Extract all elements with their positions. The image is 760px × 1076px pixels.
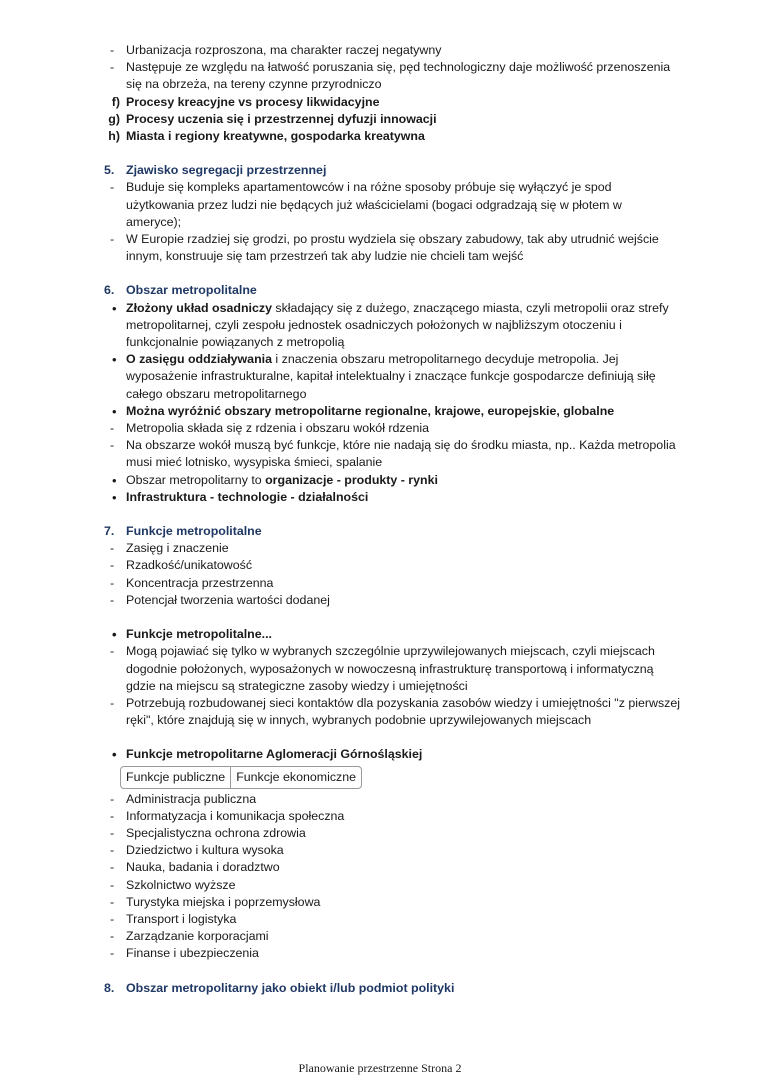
item-bold-text: Można wyróżnić obszary metropolitarne regionalne, krajowe, europejskie, globalne: [126, 403, 615, 418]
item-text: i znaczenia obszaru metropolitarnego decyduje metropolia. Jej wyposażenie infrastrukturalne, kapitał intelektualny i znaczące funkcje gospodarcze definiują siłę całego obszaru metropolitarnego: [126, 352, 656, 401]
section-heading-7: [0, 523, 760, 540]
subheading-text: Funkcje metropolitarne Aglomeracji Górnośląskiej: [126, 747, 423, 762]
bullet-marker: •: [112, 747, 117, 763]
dash-marker: -: [110, 894, 115, 909]
item-text: Procesy kreacyjne vs procesy likwidacyjne: [126, 94, 380, 109]
section-number: 6.: [104, 283, 115, 298]
list-item: [0, 695, 760, 729]
list-item: [0, 945, 760, 962]
item-text: Miasta i regiony kreatywne, gospodarka kreatywna: [126, 129, 425, 144]
dash-marker: -: [110, 877, 115, 892]
list-item: [0, 300, 760, 352]
dash-marker: -: [110, 644, 115, 659]
bullet-marker: •: [112, 352, 117, 368]
list-item: [0, 437, 760, 471]
section-heading-6: [0, 282, 760, 299]
letter-marker: g): [108, 111, 120, 126]
item-bold-text: Złożony układ osadniczy: [126, 300, 272, 315]
bullet-marker: •: [112, 489, 117, 505]
item-text: Administracja publiczna: [126, 791, 257, 806]
list-item: [0, 540, 760, 557]
list-item: [0, 59, 760, 93]
dash-marker: -: [110, 843, 115, 858]
list-item: [0, 911, 760, 928]
section-number: 8.: [104, 980, 115, 995]
dash-marker: -: [110, 929, 115, 944]
item-text: Rzadkość/unikatowość: [126, 558, 253, 573]
dash-marker: -: [110, 911, 115, 926]
function-tabs: [120, 766, 362, 789]
dash-marker: -: [110, 575, 115, 590]
item-text: Następuje ze względu na łatwość poruszania się, pęd technologiczny daje możliwość przenoszenia się na obrzeża, na tereny czynne przyrodniczo: [126, 60, 671, 92]
dash-marker: -: [110, 438, 115, 453]
item-bold-text: organizacje - produkty - rynki: [265, 472, 438, 487]
dash-marker: -: [110, 180, 115, 195]
dash-marker: -: [110, 695, 115, 710]
list-item: [0, 42, 760, 59]
subheading-text: Funkcje metropolitalne...: [126, 627, 272, 642]
bullet-marker: •: [112, 472, 117, 488]
section-number: 7.: [104, 524, 115, 539]
item-text: Transport i logistyka: [126, 911, 237, 926]
section-heading-8: [0, 980, 760, 997]
section-number: 5.: [104, 163, 115, 178]
list-item: [0, 877, 760, 894]
item-text: Turystyka miejska i poprzemysłowa: [126, 894, 321, 909]
list-item: [0, 557, 760, 574]
dash-marker: -: [110, 825, 115, 840]
item-text: Specjalistyczna ochrona zdrowia: [126, 825, 306, 840]
list-item: [0, 791, 760, 808]
page-footer: Planowanie przestrzenne Strona 2: [298, 1061, 462, 1075]
item-text: Zarządzanie korporacjami: [126, 929, 269, 944]
list-item: [0, 808, 760, 825]
item-bold-text: O zasięgu oddziaływania: [126, 352, 272, 367]
letter-marker: f): [111, 94, 120, 109]
section-title: Obszar metropolitalne: [126, 283, 257, 298]
item-text: Potencjał tworzenia wartości dodanej: [126, 592, 330, 607]
list-item: [0, 643, 760, 695]
dash-marker: -: [110, 541, 115, 556]
list-item: [0, 592, 760, 609]
item-text: Na obszarze wokół muszą być funkcje, które nie nadają się do środku miasta, np.. Każda metropolia musi mieć lotnisko, wysypiska śmieci, spalanie: [126, 438, 676, 470]
item-text: Urbanizacja rozproszona, ma charakter raczej negatywny: [126, 43, 442, 57]
lettered-item: [0, 111, 760, 128]
subheading: [0, 626, 760, 643]
dash-marker: -: [110, 946, 115, 961]
list-item: [0, 231, 760, 265]
section-title: Funkcje metropolitalne: [126, 524, 262, 539]
list-item: [0, 842, 760, 859]
item-text: Dziedzictwo i kultura wysoka: [126, 843, 284, 858]
document-page: [0, 42, 760, 997]
item-text: Metropolia składa się z rdzenia i obszaru wokół rdzenia: [126, 421, 430, 436]
bullet-marker: •: [112, 627, 117, 643]
dash-marker: -: [110, 592, 115, 607]
dash-marker: -: [110, 808, 115, 823]
list-item: [0, 859, 760, 876]
dash-marker: -: [110, 421, 115, 436]
dash-marker: -: [110, 43, 115, 57]
item-text: Informatyzacja i komunikacja społeczna: [126, 808, 345, 823]
dash-marker: -: [110, 558, 115, 573]
list-item: [0, 403, 760, 420]
section-title: Obszar metropolitarny jako obiekt i/lub podmiot polityki: [126, 980, 455, 995]
tab-economic-functions[interactable]: Funkcje ekonomiczne: [230, 767, 361, 788]
item-text: Zasięg i znaczenie: [126, 541, 229, 556]
dash-marker: -: [110, 232, 115, 247]
item-text: składający się z dużego, znaczącego miasta, czyli metropolii oraz strefy metropolitarnej, czyli zespołu jednostek osadniczych położonych w najbliższym otoczeniu i funkcjonalnie powiązanych z metropolią: [126, 300, 669, 350]
section-heading-5: [0, 162, 760, 179]
list-item: [0, 472, 760, 489]
dash-marker: -: [110, 60, 115, 75]
tab-public-functions[interactable]: Funkcje publiczne: [126, 769, 226, 784]
section-title: Zjawisko segregacji przestrzennej: [126, 163, 327, 178]
bullet-marker: •: [112, 300, 117, 316]
item-text: Procesy uczenia się i przestrzennej dyfuzji innowacji: [126, 111, 437, 126]
lettered-item: [0, 94, 760, 111]
bullet-marker: •: [112, 403, 117, 419]
list-item: [0, 489, 760, 506]
item-text: Potrzebują rozbudowanej sieci kontaktów dla pozyskania zasobów wiedzy i umiejętności "z pierwszej ręki", które znajdują się w innych, wybranych podobnie uprzywilejowanych miejscach: [126, 695, 680, 728]
list-item: [0, 575, 760, 592]
list-item: [0, 179, 760, 231]
list-item: [0, 351, 760, 403]
item-bold-text: Infrastruktura - technologie - działalności: [126, 489, 369, 504]
list-item: [0, 420, 760, 437]
dash-marker: -: [110, 791, 115, 806]
item-text: Nauka, badania i doradztwo: [126, 860, 280, 875]
item-text: Szkolnictwo wyższe: [126, 877, 236, 892]
list-item: [0, 894, 760, 911]
item-text: Obszar metropolitarny to: [126, 472, 266, 487]
list-item: [0, 928, 760, 945]
item-text: Mogą pojawiać się tylko w wybranych szczególnie uprzywilejowanych miejscach, czyli miejscach dogodnie położonych, wyposażonych w nowoczesną infrastrukturę transportową i informatyczną gdzie na miejscu są strategiczne zasoby wiedzy i umiejętności: [126, 644, 655, 693]
item-text: Buduje się kompleks apartamentowców i na różne sposoby próbuje się wyłączyć je spod użytkowania przez ludzi nie będących już właścicielami (bogaci odgradzają się w płotem w ameryce);: [126, 180, 622, 229]
list-item: [0, 825, 760, 842]
subheading: [0, 746, 760, 763]
lettered-item: [0, 128, 760, 145]
item-text: Finanse i ubezpieczenia: [126, 946, 259, 961]
item-text: Koncentracja przestrzenna: [126, 575, 274, 590]
letter-marker: h): [108, 129, 120, 144]
dash-marker: -: [110, 860, 115, 875]
item-text: W Europie rzadziej się grodzi, po prostu wydziela się obszary zabudowy, tak aby utrudnić wejście innym, konstruuje się tam przestrzeń tak aby ludzie nie chcieli tam wejść: [126, 232, 659, 264]
